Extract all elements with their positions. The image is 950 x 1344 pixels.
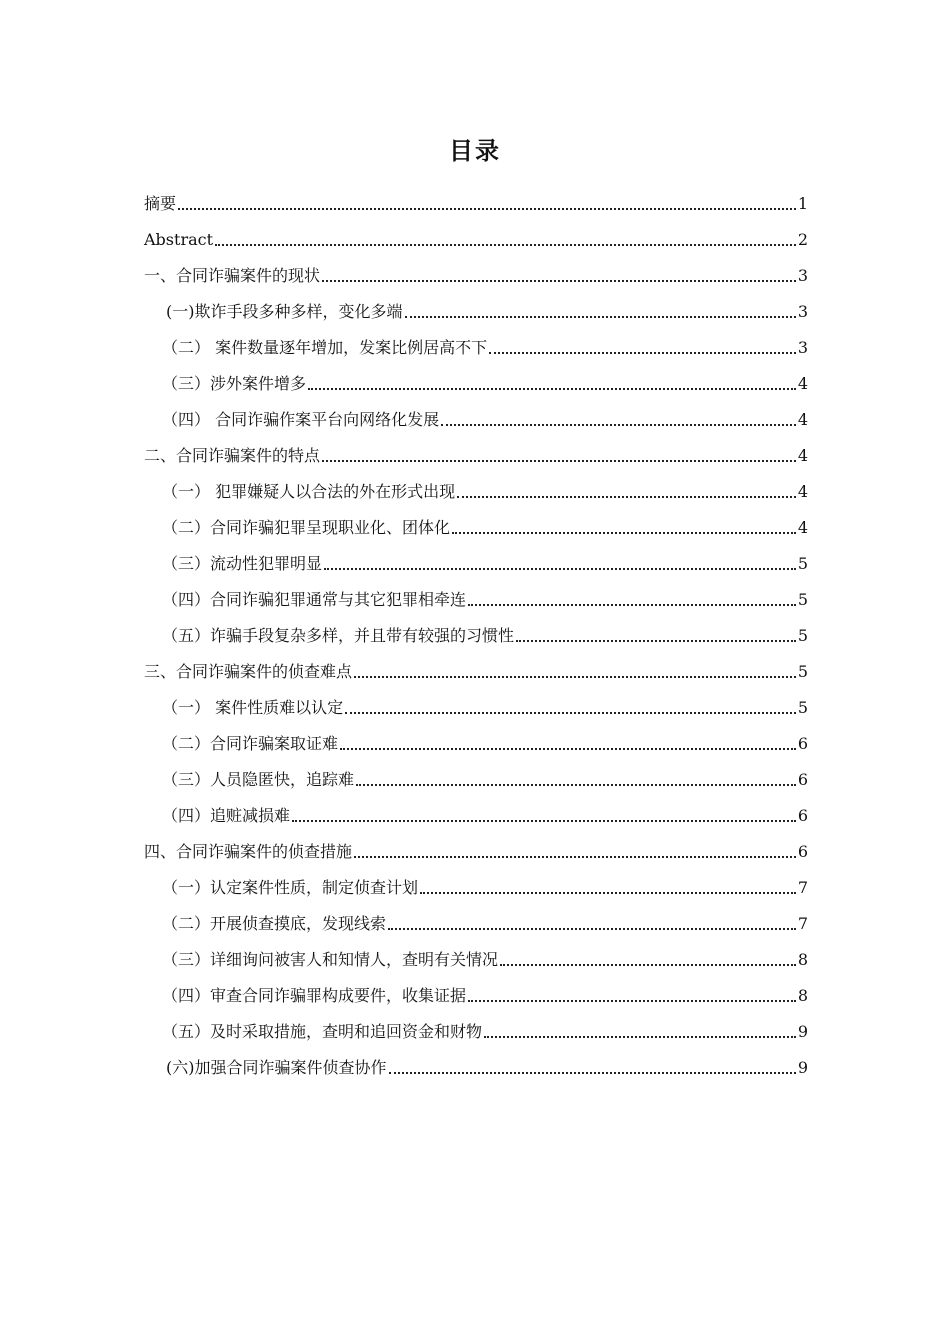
toc-entry-label: （四）合同诈骗犯罪通常与其它犯罪相牵连 (162, 590, 467, 609)
toc-entry[interactable] (144, 618, 808, 654)
toc-entry[interactable] (144, 474, 808, 510)
toc-entry-label: Abstract (144, 230, 214, 249)
dot-leader (389, 1072, 796, 1074)
toc-entry-label: （三）涉外案件增多 (162, 374, 307, 393)
toc-entry[interactable] (144, 942, 808, 978)
toc-entry[interactable] (144, 330, 808, 366)
toc-entry[interactable] (144, 294, 808, 330)
dot-leader (354, 856, 796, 858)
toc-entry[interactable] (144, 798, 808, 834)
toc-entry-label: （二） 案件数量逐年增加，发案比例居高不下 (162, 338, 488, 357)
toc-entry-label: （四） 合同诈骗作案平台向网络化发展 (162, 410, 440, 429)
toc-entry[interactable] (144, 1050, 808, 1086)
toc-entry-label: （二）合同诈骗犯罪呈现职业化、团体化 (162, 518, 451, 537)
toc-entry[interactable] (144, 690, 808, 726)
dot-leader (322, 460, 796, 462)
toc-entry[interactable] (144, 222, 808, 258)
dot-leader (322, 280, 796, 282)
toc-entry-page-number: 5 (797, 662, 808, 681)
toc-entry[interactable] (144, 546, 808, 582)
dot-leader (420, 892, 796, 894)
toc-entry-page-number: 5 (797, 698, 808, 717)
toc-entry-page-number: 9 (797, 1022, 808, 1041)
toc-entry[interactable] (144, 834, 808, 870)
dot-leader (500, 964, 796, 966)
toc-entry-page-number: 6 (797, 770, 808, 789)
toc-entry-page-number: 6 (797, 842, 808, 861)
toc-entry-page-number: 5 (797, 590, 808, 609)
toc-entry[interactable] (144, 1014, 808, 1050)
dot-leader (345, 712, 796, 714)
dot-leader (292, 820, 796, 822)
dot-leader (516, 640, 796, 642)
toc-entry-label: （五）及时采取措施，查明和追回资金和财物 (162, 1022, 483, 1041)
toc-entry-label: （五）诈骗手段复杂多样，并且带有较强的习惯性 (162, 626, 515, 645)
toc-entry-page-number: 9 (797, 1058, 808, 1077)
toc-entry-label: 摘要 (144, 194, 177, 213)
toc-entry[interactable] (144, 510, 808, 546)
toc-entry-label: （三）人员隐匿快，追踪难 (162, 770, 355, 789)
dot-leader (324, 568, 796, 570)
toc-entry[interactable] (144, 978, 808, 1014)
toc-entry-page-number: 4 (797, 482, 808, 501)
toc-entry-page-number: 4 (797, 446, 808, 465)
toc-entry-label: （四）追赃减损难 (162, 806, 291, 825)
toc-entry[interactable] (144, 870, 808, 906)
toc-entry[interactable] (144, 726, 808, 762)
toc-entry-page-number: 7 (797, 914, 808, 933)
dot-leader (178, 208, 796, 210)
toc-entry-page-number: 8 (797, 950, 808, 969)
toc-entry-page-number: 3 (797, 302, 808, 321)
toc-entry-page-number: 3 (797, 266, 808, 285)
toc-entry-page-number: 4 (797, 518, 808, 537)
toc-entry-label: （一） 犯罪嫌疑人以合法的外在形式出现 (162, 482, 456, 501)
dot-leader (405, 316, 796, 318)
dot-leader (340, 748, 796, 750)
toc-entry-label: 一、合同诈骗案件的现状 (144, 266, 321, 285)
dot-leader (468, 1000, 796, 1002)
toc-entry-page-number: 5 (797, 626, 808, 645)
toc-entry[interactable] (144, 654, 808, 690)
toc-entry[interactable] (144, 438, 808, 474)
toc-entry-page-number: 7 (797, 878, 808, 897)
toc-entry-page-number: 4 (797, 374, 808, 393)
toc-title: 目录 (449, 137, 501, 165)
toc-entry[interactable] (144, 402, 808, 438)
dot-leader (484, 1036, 796, 1038)
toc-entry[interactable] (144, 258, 808, 294)
toc-entry-label: (六)加强合同诈骗案件侦查协作 (166, 1058, 387, 1077)
toc-entry-page-number: 8 (797, 986, 808, 1005)
table-of-contents (144, 186, 808, 1086)
dot-leader (452, 532, 796, 534)
toc-entry-page-number: 1 (797, 194, 808, 213)
toc-entry-label: 二、合同诈骗案件的特点 (144, 446, 321, 465)
toc-entry[interactable] (144, 582, 808, 618)
toc-entry-page-number: 3 (797, 338, 808, 357)
dot-leader (457, 496, 796, 498)
toc-entry-label: （一）认定案件性质，制定侦查计划 (162, 878, 419, 897)
toc-entry-label: 四、合同诈骗案件的侦查措施 (144, 842, 353, 861)
toc-entry-page-number: 2 (797, 230, 808, 249)
toc-entry[interactable] (144, 186, 808, 222)
toc-entry-page-number: 6 (797, 734, 808, 753)
dot-leader (441, 424, 796, 426)
dot-leader (489, 352, 796, 354)
dot-leader (388, 928, 796, 930)
toc-entry-label: （三）流动性犯罪明显 (162, 554, 323, 573)
toc-entry-page-number: 6 (797, 806, 808, 825)
dot-leader (354, 676, 796, 678)
toc-entry[interactable] (144, 762, 808, 798)
dot-leader (468, 604, 796, 606)
toc-entry-label: （四）审查合同诈骗罪构成要件，收集证据 (162, 986, 467, 1005)
toc-entry-label: （三）详细询问被害人和知情人，查明有关情况 (162, 950, 499, 969)
dot-leader (215, 244, 796, 246)
toc-entry-page-number: 4 (797, 410, 808, 429)
toc-entry-label: （一） 案件性质难以认定 (162, 698, 344, 717)
toc-entry-label: （二）合同诈骗案取证难 (162, 734, 339, 753)
dot-leader (356, 784, 796, 786)
toc-entry-label: (一)欺诈手段多种多样，变化多端 (166, 302, 403, 321)
toc-entry-page-number: 5 (797, 554, 808, 573)
toc-entry[interactable] (144, 366, 808, 402)
toc-entry[interactable] (144, 906, 808, 942)
toc-entry-label: 三、合同诈骗案件的侦查难点 (144, 662, 353, 681)
dot-leader (308, 388, 796, 390)
toc-entry-label: （二）开展侦查摸底，发现线索 (162, 914, 387, 933)
